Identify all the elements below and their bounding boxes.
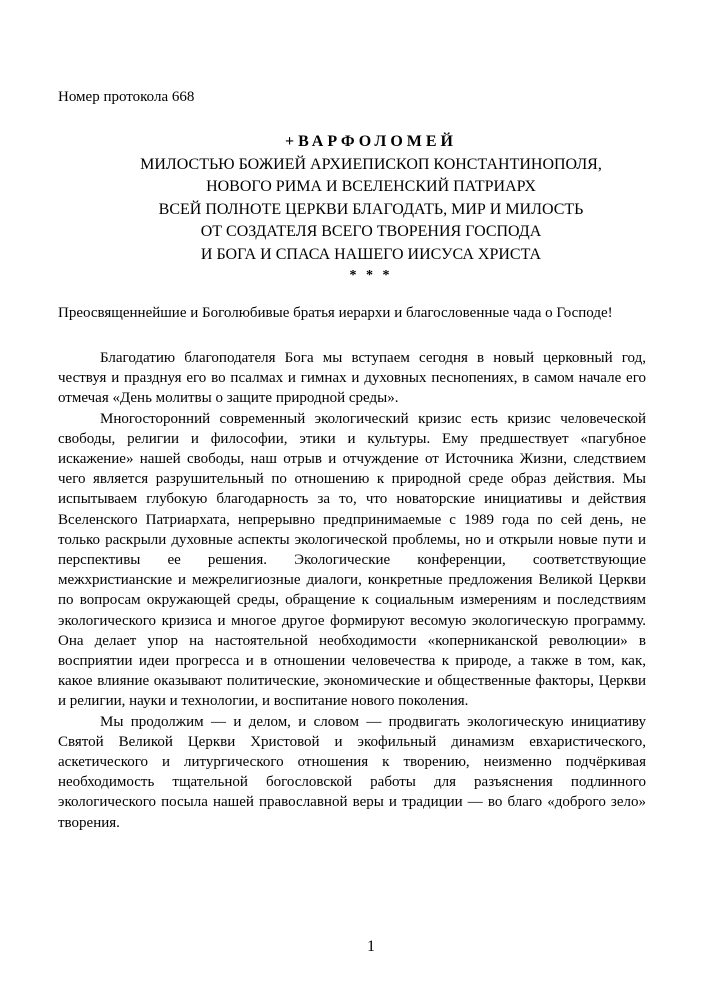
heading-line: НОВОГО РИМА И ВСЕЛЕНСКИЙ ПАТРИАРХ (206, 178, 536, 195)
salutation: Преосвященнейшие и Боголюбивые братья иерархи и благословенные чада о Господе! (58, 305, 613, 321)
heading-line: ОТ СОЗДАТЕЛЯ ВСЕГО ТВОРЕНИЯ ГОСПОДА (200, 223, 542, 240)
heading-line: ВСЕЙ ПОЛНОТЕ ЦЕРКВИ БЛАГОДАТЬ, МИР И МИЛОСТЬ (158, 200, 584, 218)
body-paragraph: Многосторонний современный экологический кризис есть кризис человеческой свободы, религии и философии, этики и культуры. Ему предшествует «пагубное искажение» нашей свободы, наш отрыв и отчуждение от Источника Жизни, следствием чего является разрушительный по отношению к природной среде образ действия. Мы испытываем глубокую благодарность за то, что новаторские инициативы и действия Вселенского Патриархата, непрерывно предпринимаемые с 1989 года по сей день, не только раскрыли духовные аспекты экологической проблемы, но и открыли новые пути и перспективы ее решения. Экологические конференции, соответствующие межхристианские и межрелигиозные диалоги, конкретные предложения Великой Церкви по вопросам окружающей среды, обращение к социальным измерениям и последствиям экологического кризиса и многое другое формируют весомую экологическую программу. Она делает упор на настоятельной необходимости «коперниканской революции» в восприятии идеи прогресса и в отношении человечества к природе, а также в том, как, какое влияние оказывают политические, экономические и общественные факторы, Церкви и религии, науки и технологии, и воспитание нового поколения. (58, 410, 646, 710)
patriarch-name: +ВАРФОЛОМЕЙ (284, 133, 457, 150)
document-heading (0, 131, 706, 286)
body-paragraph: Благодатию благоподателя Бога мы вступаем сегодня в новый церковный год, чествуя и празднуя его во псалмах и гимнах и духовных песнопениях, в самом начале его отмечая «День молитвы о защите природной среды». (58, 350, 646, 407)
page-number: 1 (367, 938, 375, 955)
body-paragraph: Мы продолжим — и делом, и словом — продвигать экологическую инициативу Святой Великой Церкви Христовой и экофильный динамизм евхаристического, аскетического и литургического отношения к творению, неизменно подчёркивая необходимость тщательной богословской работы для разъяснения подлинного экологического посыла нашей православной веры и традиции — во благо «доброго зело» творения. (58, 713, 646, 831)
protocol-number: Номер протокола 668 (58, 89, 195, 105)
heading-line: МИЛОСТЬЮ БОЖИЕЙ АРХИЕПИСКОП КОНСТАНТИНОПОЛЯ, (140, 155, 602, 173)
heading-separator: * * * (349, 268, 393, 283)
heading-line: И БОГА И СПАСА НАШЕГО ИИСУСА ХРИСТА (200, 245, 542, 263)
letter-body (58, 348, 646, 833)
